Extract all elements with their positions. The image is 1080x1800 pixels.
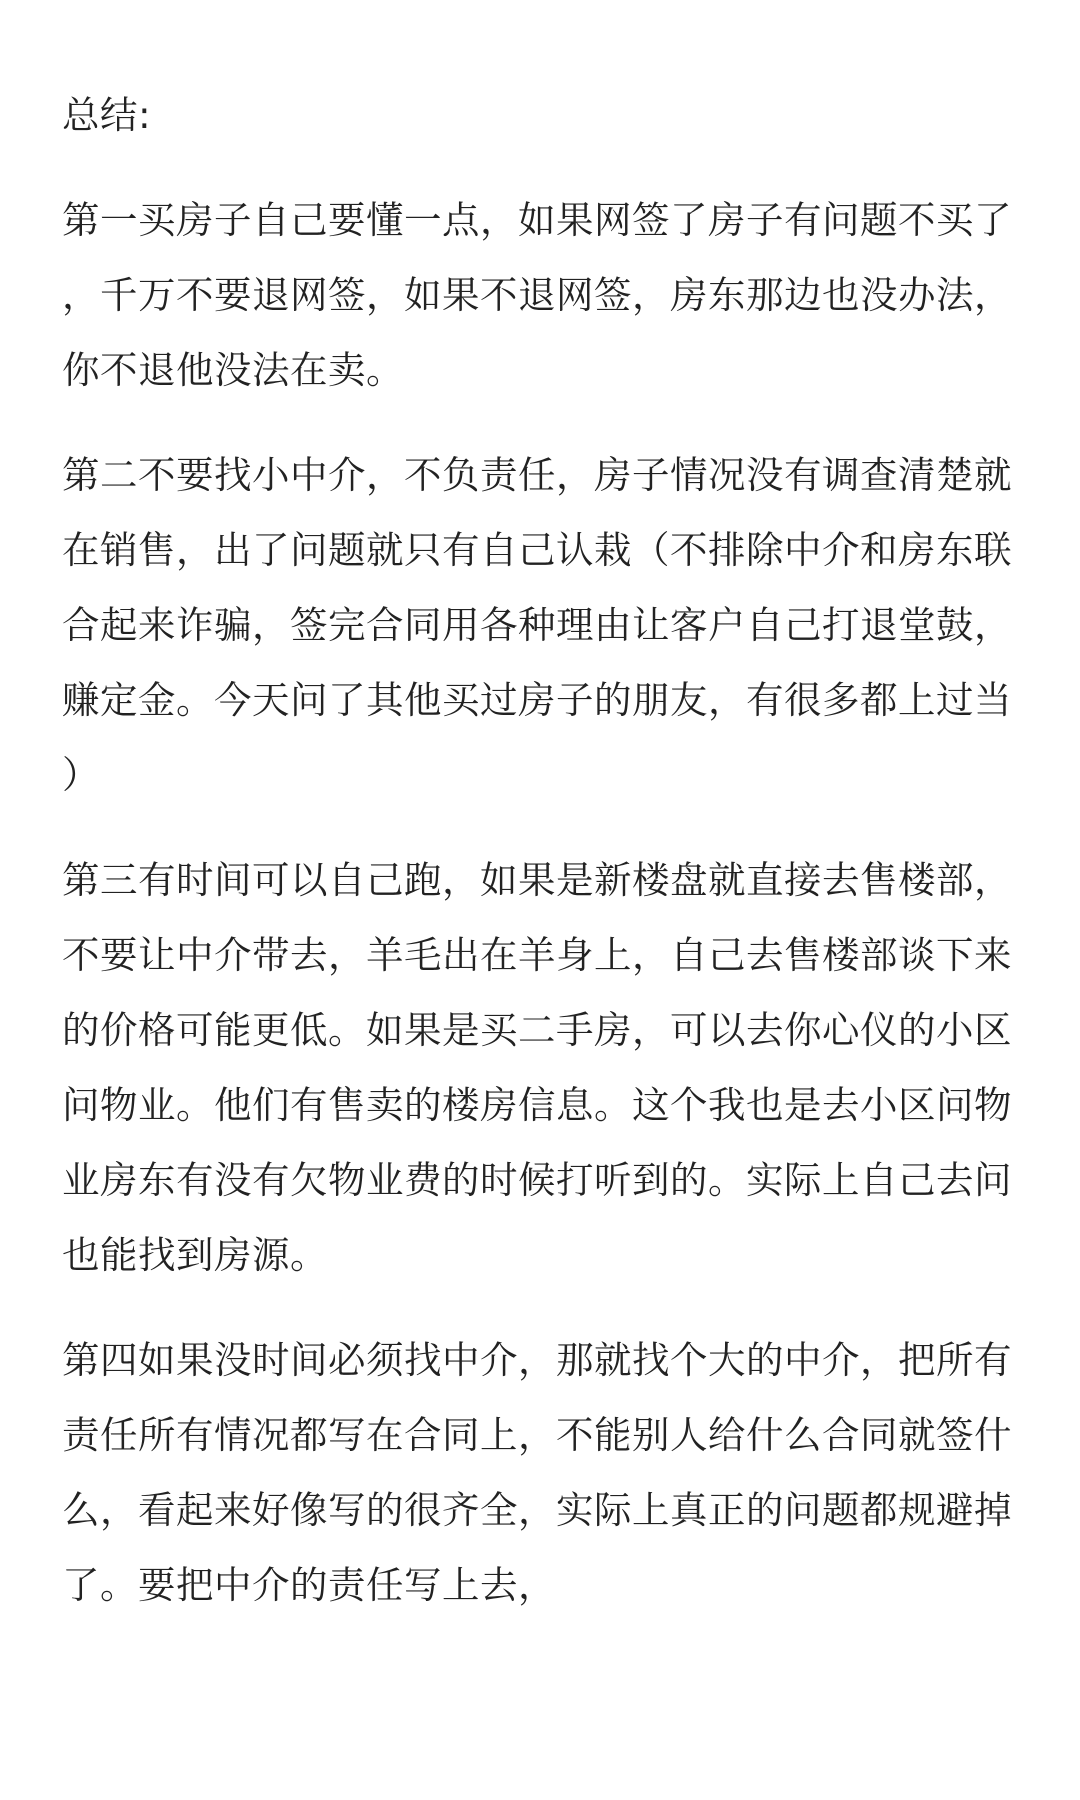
- paragraph-2: 第二不要找小中介，不负责任，房子情况没有调查清楚就在销售，出了问题就只有自己认栽（不排除中介和房东联合起来诈骗，签完合同用各种理由让客户自己打退堂鼓，赚定金。今天问了其他买过房子的朋友，有很多都上过当）: [62, 453, 1012, 797]
- paragraph-1: 第一买房子自己要懂一点，如果网签了房子有问题不买了，千万不要退网签，如果不退网签，房东那边也没办法，你不退他没法在卖。: [62, 198, 1012, 392]
- section-heading: 总结:: [62, 93, 152, 137]
- paragraph-4: 第四如果没时间必须找中介，那就找个大的中介，把所有责任所有情况都写在合同上，不能别人给什么合同就签什么，看起来好像写的很齐全，实际上真正的问题都规避掉了。要把中介的责任写上去，: [62, 1338, 1012, 1607]
- article-body: [62, 78, 1022, 1653]
- paragraph-3: 第三有时间可以自己跑，如果是新楼盘就直接去售楼部，不要让中介带去，羊毛出在羊身上，自己去售楼部谈下来的价格可能更低。如果是买二手房，可以去你心仪的小区问物业。他们有售卖的楼房信息。这个我也是去小区问物业房东有没有欠物业费的时候打听到的。实际上自己去问也能找到房源。: [62, 858, 1012, 1277]
